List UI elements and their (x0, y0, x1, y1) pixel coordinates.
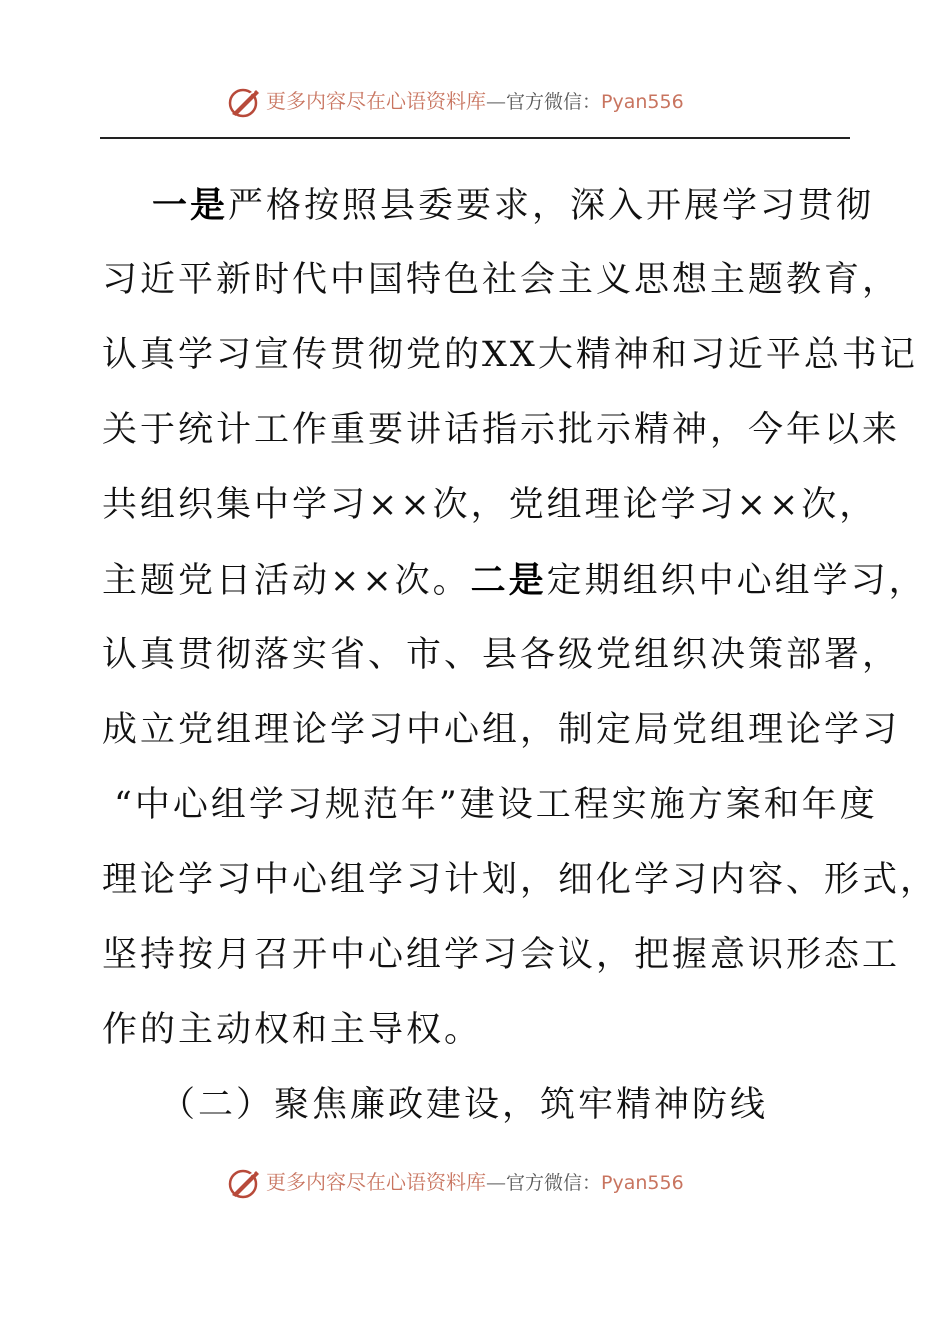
paragraph-line: 习近平新时代中国特色社会主义思想主题教育， (102, 260, 901, 300)
quill-logo-icon (226, 1165, 262, 1201)
watermark-wechat-label: 官方微信： (506, 1172, 602, 1194)
paragraph-line: 共组织集中学习××次，党组理论学习××次， (102, 485, 878, 525)
watermark-text (266, 1169, 684, 1196)
paragraph-line (102, 168, 875, 243)
watermark-dash: — (486, 1170, 506, 1194)
text-run: 定期组织中心组学习， (546, 561, 927, 601)
paragraph-line: “中心组学习规范年”建设工程实施方案和年度 (114, 785, 878, 825)
paragraph-line (102, 543, 927, 618)
section-heading: （二）聚焦廉政建设，筑牢精神防线 (160, 1085, 769, 1125)
paragraph-line: 成立党组理论学习中心组，制定局党组理论学习 (102, 710, 901, 750)
document-body (102, 168, 939, 1143)
paragraph-line: 认真贯彻落实省、市、县各级党组织决策部署， (102, 635, 901, 675)
header-divider (100, 137, 850, 139)
watermark-banner-top (0, 82, 950, 122)
watermark-banner-bottom (0, 1163, 950, 1203)
emphasis-second: 二是 (470, 560, 547, 601)
emphasis-first: 一是 (152, 185, 229, 226)
text-run: 严格按照县委要求，深入开展学习贯彻 (228, 186, 875, 226)
watermark-text (266, 88, 684, 115)
watermark-brand: 更多内容尽在心语资料库 (266, 89, 486, 113)
paragraph-line: 作的主动权和主导权。 (102, 1010, 483, 1050)
paragraph-line: 坚持按月召开中心组学习会议，把握意识形态工 (102, 935, 901, 975)
quill-logo-icon (226, 84, 262, 120)
paragraph-line: 关于统计工作重要讲话指示批示精神，今年以来 (102, 410, 901, 450)
paragraph-line: 理论学习中心组学习计划，细化学习内容、形式， (102, 860, 939, 900)
watermark-wechat-id: Pyan556 (601, 91, 684, 113)
paragraph-line: 认真学习宣传贯彻党的XX大精神和习近平总书记 (102, 335, 918, 375)
watermark-wechat-label: 官方微信： (506, 91, 602, 113)
watermark-dash: — (486, 89, 506, 113)
text-run: 主题党日活动××次。 (102, 561, 471, 601)
watermark-wechat-id: Pyan556 (601, 1172, 684, 1194)
watermark-brand: 更多内容尽在心语资料库 (266, 1170, 486, 1194)
